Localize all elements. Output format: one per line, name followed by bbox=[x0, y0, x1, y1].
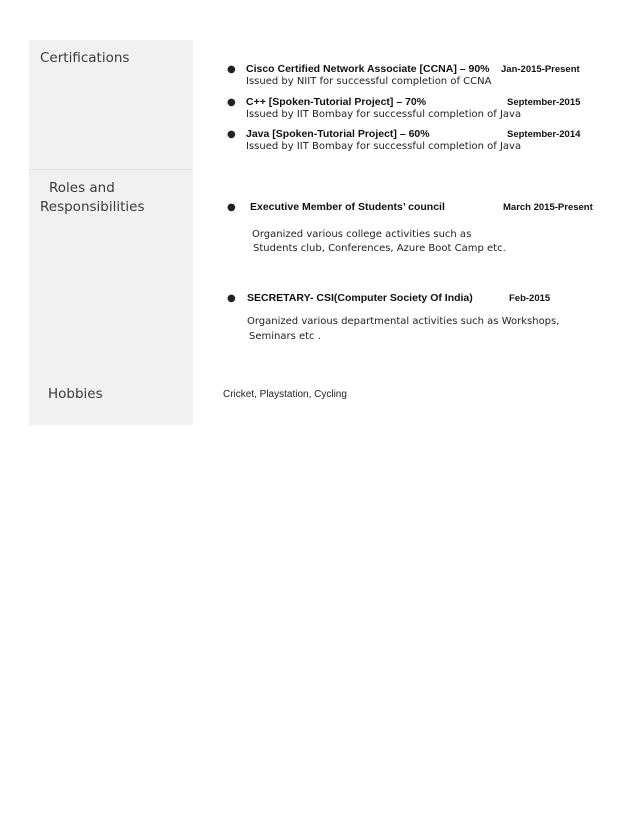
roles-heading-line1: Roles and bbox=[49, 180, 115, 196]
certification-date: September-2014 bbox=[507, 129, 581, 140]
hobbies-heading: Hobbies bbox=[48, 386, 103, 402]
bullet-icon: ● bbox=[227, 97, 236, 108]
bullet-icon: ● bbox=[227, 202, 236, 213]
roles-heading-line2: Responsibilities bbox=[40, 199, 145, 215]
bullet-icon: ● bbox=[227, 293, 236, 304]
certification-date: September-2015 bbox=[507, 97, 581, 108]
role-description-line2: Seminars etc . bbox=[249, 331, 321, 342]
sidebar-panel bbox=[29, 40, 193, 425]
role-description-line1: Organized various college activities such as bbox=[252, 229, 472, 240]
certification-title: Cisco Certified Network Associate [CCNA] – 90% bbox=[246, 63, 490, 75]
role-date: Feb-2015 bbox=[509, 293, 551, 304]
role-description-line1: Organized various departmental activities such as Workshops, bbox=[247, 316, 560, 327]
certifications-heading: Certifications bbox=[40, 50, 130, 66]
role-date: March 2015-Present bbox=[503, 202, 593, 213]
role-title: SECRETARY- CSI(Computer Society Of India) bbox=[247, 292, 473, 304]
certification-issuer: Issued by IIT Bombay for successful completion of Java bbox=[246, 109, 522, 120]
certification-issuer: Issued by IIT Bombay for successful completion of Java bbox=[246, 141, 522, 152]
bullet-icon: ● bbox=[227, 129, 236, 140]
certification-title: Java [Spoken-Tutorial Project] – 60% bbox=[246, 128, 430, 140]
sidebar-divider bbox=[29, 169, 193, 170]
certification-issuer: Issued by NIIT for successful completion of CCNA bbox=[246, 76, 492, 87]
role-description-line2: Students club, Conferences, Azure Boot Camp etc. bbox=[253, 243, 506, 254]
hobbies-text: Cricket, Playstation, Cycling bbox=[223, 389, 347, 400]
role-title: Executive Member of Students’ council bbox=[250, 201, 445, 213]
certification-date: Jan-2015-Present bbox=[501, 64, 580, 75]
certification-title: C++ [Spoken-Tutorial Project] – 70% bbox=[246, 96, 427, 108]
bullet-icon: ● bbox=[227, 64, 236, 75]
